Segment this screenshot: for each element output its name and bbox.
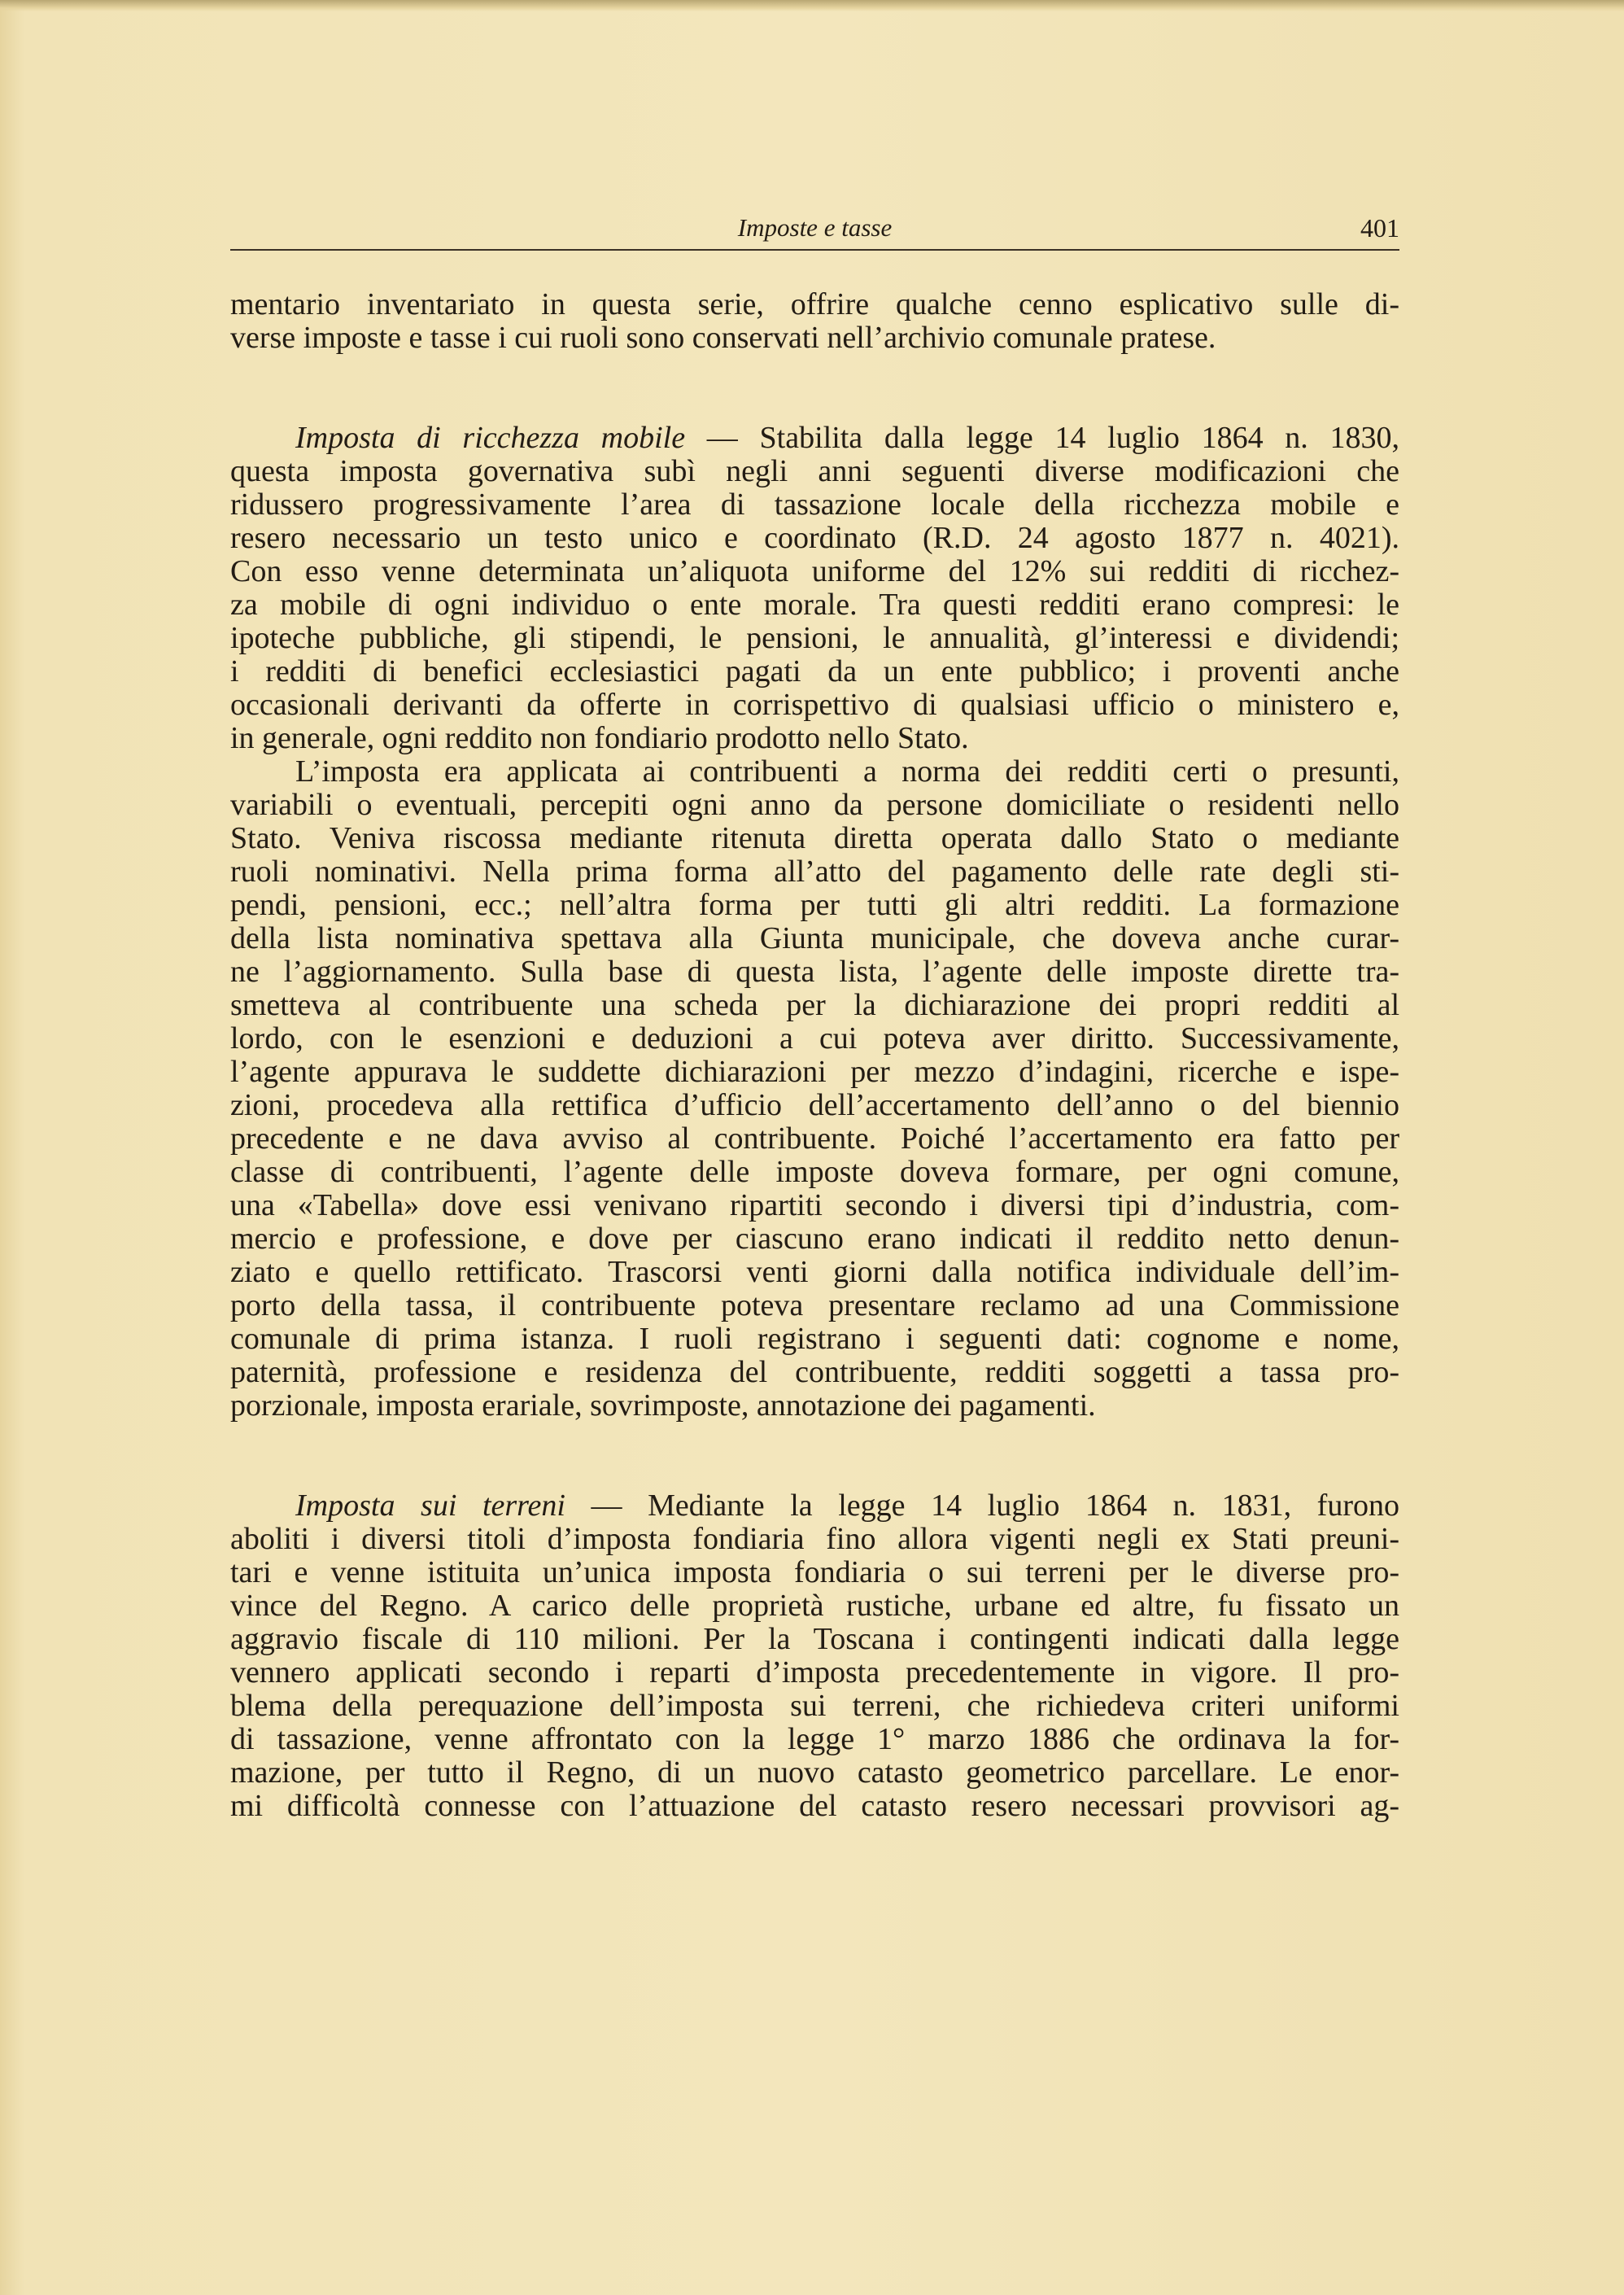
text-line: ridussero progressivamente l’area di tassazione locale della ricchezza mobile e [230,487,1399,522]
text-line: Stato. Veniva riscossa mediante ritenuta diretta operata dallo Stato o mediante [230,821,1399,855]
text-line: zioni, procedeva alla rettifica d’ufficio dell’accertamento dell’anno o del biennio [230,1088,1399,1122]
text-line: blema della perequazione dell’imposta sui terreni, che richiedeva criteri uniformi [230,1689,1399,1723]
text-line: pendi, pensioni, ecc.; nell’altra forma per tutti gli altri redditi. La formazione [230,888,1399,922]
text-line: verse imposte e tasse i cui ruoli sono conservati nell’archivio comunale pratese. [230,321,1216,355]
text-line: in generale, ogni reddito non fondiario prodotto nello Stato. [230,721,969,755]
text-line: vince del Regno. A carico delle proprietà rustiche, urbane ed altre, fu fissato un [230,1589,1399,1623]
paragraph-gap [230,1423,1399,1489]
body-text [230,288,1399,1823]
page-edge-shadow [0,0,1624,11]
text-line: L’imposta era applicata ai contribuenti a norma dei redditi certi o presunti, [295,754,1399,789]
text-line: ruoli nominativi. Nella prima forma all’atto del pagamento delle rate degli sti- [230,855,1399,889]
text-run: — Stabilita dalla legge 14 luglio 1864 n. 1830, [685,421,1399,455]
text-line: comunale di prima istanza. I ruoli registrano i seguenti dati: cognome e nome, [230,1322,1399,1356]
text-line: una «Tabella» dove essi venivano ripartiti secondo i diversi tipi d’industria, com- [230,1188,1399,1222]
text-run: — Mediante la legge 14 luglio 1864 n. 1831, furono [565,1488,1399,1523]
text-line: aboliti i diversi titoli d’imposta fondiaria fino allora vigenti negli ex Stati preuni- [230,1522,1399,1556]
text-line: mercio e professione, e dove per ciascuno erano indicati il reddito netto denun- [230,1222,1399,1256]
text-line: porzionale, imposta erariale, sovrimposte, annotazione dei pagamenti. [230,1388,1096,1423]
text-line: resero necessario un testo unico e coordinato (R.D. 24 agosto 1877 n. 4021). [230,521,1399,555]
text-line: smetteva al contribuente una scheda per la dichiarazione dei propri redditi al [230,988,1399,1022]
text-line: ne l’aggiornamento. Sulla base di questa lista, l’agente delle imposte dirette tra- [230,955,1399,989]
text-line: classe di contribuenti, l’agente delle imposte doveva formare, per ogni comune, [230,1155,1399,1189]
text-line: Con esso venne determinata un’aliquota uniforme del 12% sui redditi di ricchez- [230,554,1399,588]
text-line: i redditi di benefici ecclesiastici pagati da un ente pubblico; i proventi anche [230,654,1399,688]
text-line: occasionali derivanti da offerte in corrispettivo di qualsiasi ufficio o ministero e, [230,688,1399,722]
text-line: za mobile di ogni individuo o ente morale. Tra questi redditi erano compresi: le [230,588,1399,622]
paragraph-gap [230,355,1399,422]
header-rule [230,249,1399,251]
page-number: 401 [1360,213,1399,243]
text-line: questa imposta governativa subì negli anni seguenti diverse modificazioni che [230,454,1399,488]
text-line: vennero applicati secondo i reparti d’imposta precedentemente in vigore. Il pro- [230,1655,1399,1690]
text-line: lordo, con le esenzioni e deduzioni a cui poteva aver diritto. Successivamente, [230,1021,1399,1056]
text-line: precedente e ne dava avviso al contribuente. Poiché l’accertamento era fatto per [230,1121,1399,1156]
text-line: l’agente appurava le suddette dichiarazioni per mezzo d’indagini, ricerche e ispe- [230,1055,1399,1089]
text-line: della lista nominativa spettava alla Giunta municipale, che doveva anche curar- [230,921,1399,955]
text-line: mentario inventariato in questa serie, offrire qualche cenno esplicativo sulle di- [230,287,1399,321]
text-line: ipoteche pubbliche, gli stipendi, le pensioni, le annualità, gl’interessi e dividendi; [230,621,1399,655]
text-line: mazione, per tutto il Regno, di un nuovo catasto geometrico parcellare. Le enor- [230,1755,1399,1790]
text-line: porto della tassa, il contribuente poteva presentare reclamo ad una Commissione [230,1288,1399,1322]
section-heading: Imposta di ricchezza mobile [295,421,686,455]
text-line: variabili o eventuali, percepiti ogni anno da persone domiciliate o residenti nello [230,788,1399,822]
paragraph-first-line [230,1489,1399,1523]
running-title: Imposte e tasse [737,213,893,242]
running-header [230,212,1399,252]
text-line: aggravio fiscale di 110 milioni. Per la Toscana i contingenti indicati dalla legge [230,1622,1399,1656]
text-line: mi difficoltà connesse con l’attuazione del catasto resero necessari provvisori ag- [230,1789,1399,1823]
section-heading: Imposta sui terreni [295,1488,565,1523]
text-line: ziato e quello rettificato. Trascorsi venti giorni dalla notifica individuale dell’im- [230,1255,1399,1289]
text-line: tari e venne istituita un’unica imposta fondiaria o sui terreni per le diverse pro- [230,1555,1399,1589]
text-line: di tassazione, venne affrontato con la legge 1° marzo 1886 che ordinava la for- [230,1722,1399,1756]
text-line: paternità, professione e residenza del contribuente, redditi soggetti a tassa pro- [230,1355,1399,1389]
paragraph-first-line [230,422,1399,455]
